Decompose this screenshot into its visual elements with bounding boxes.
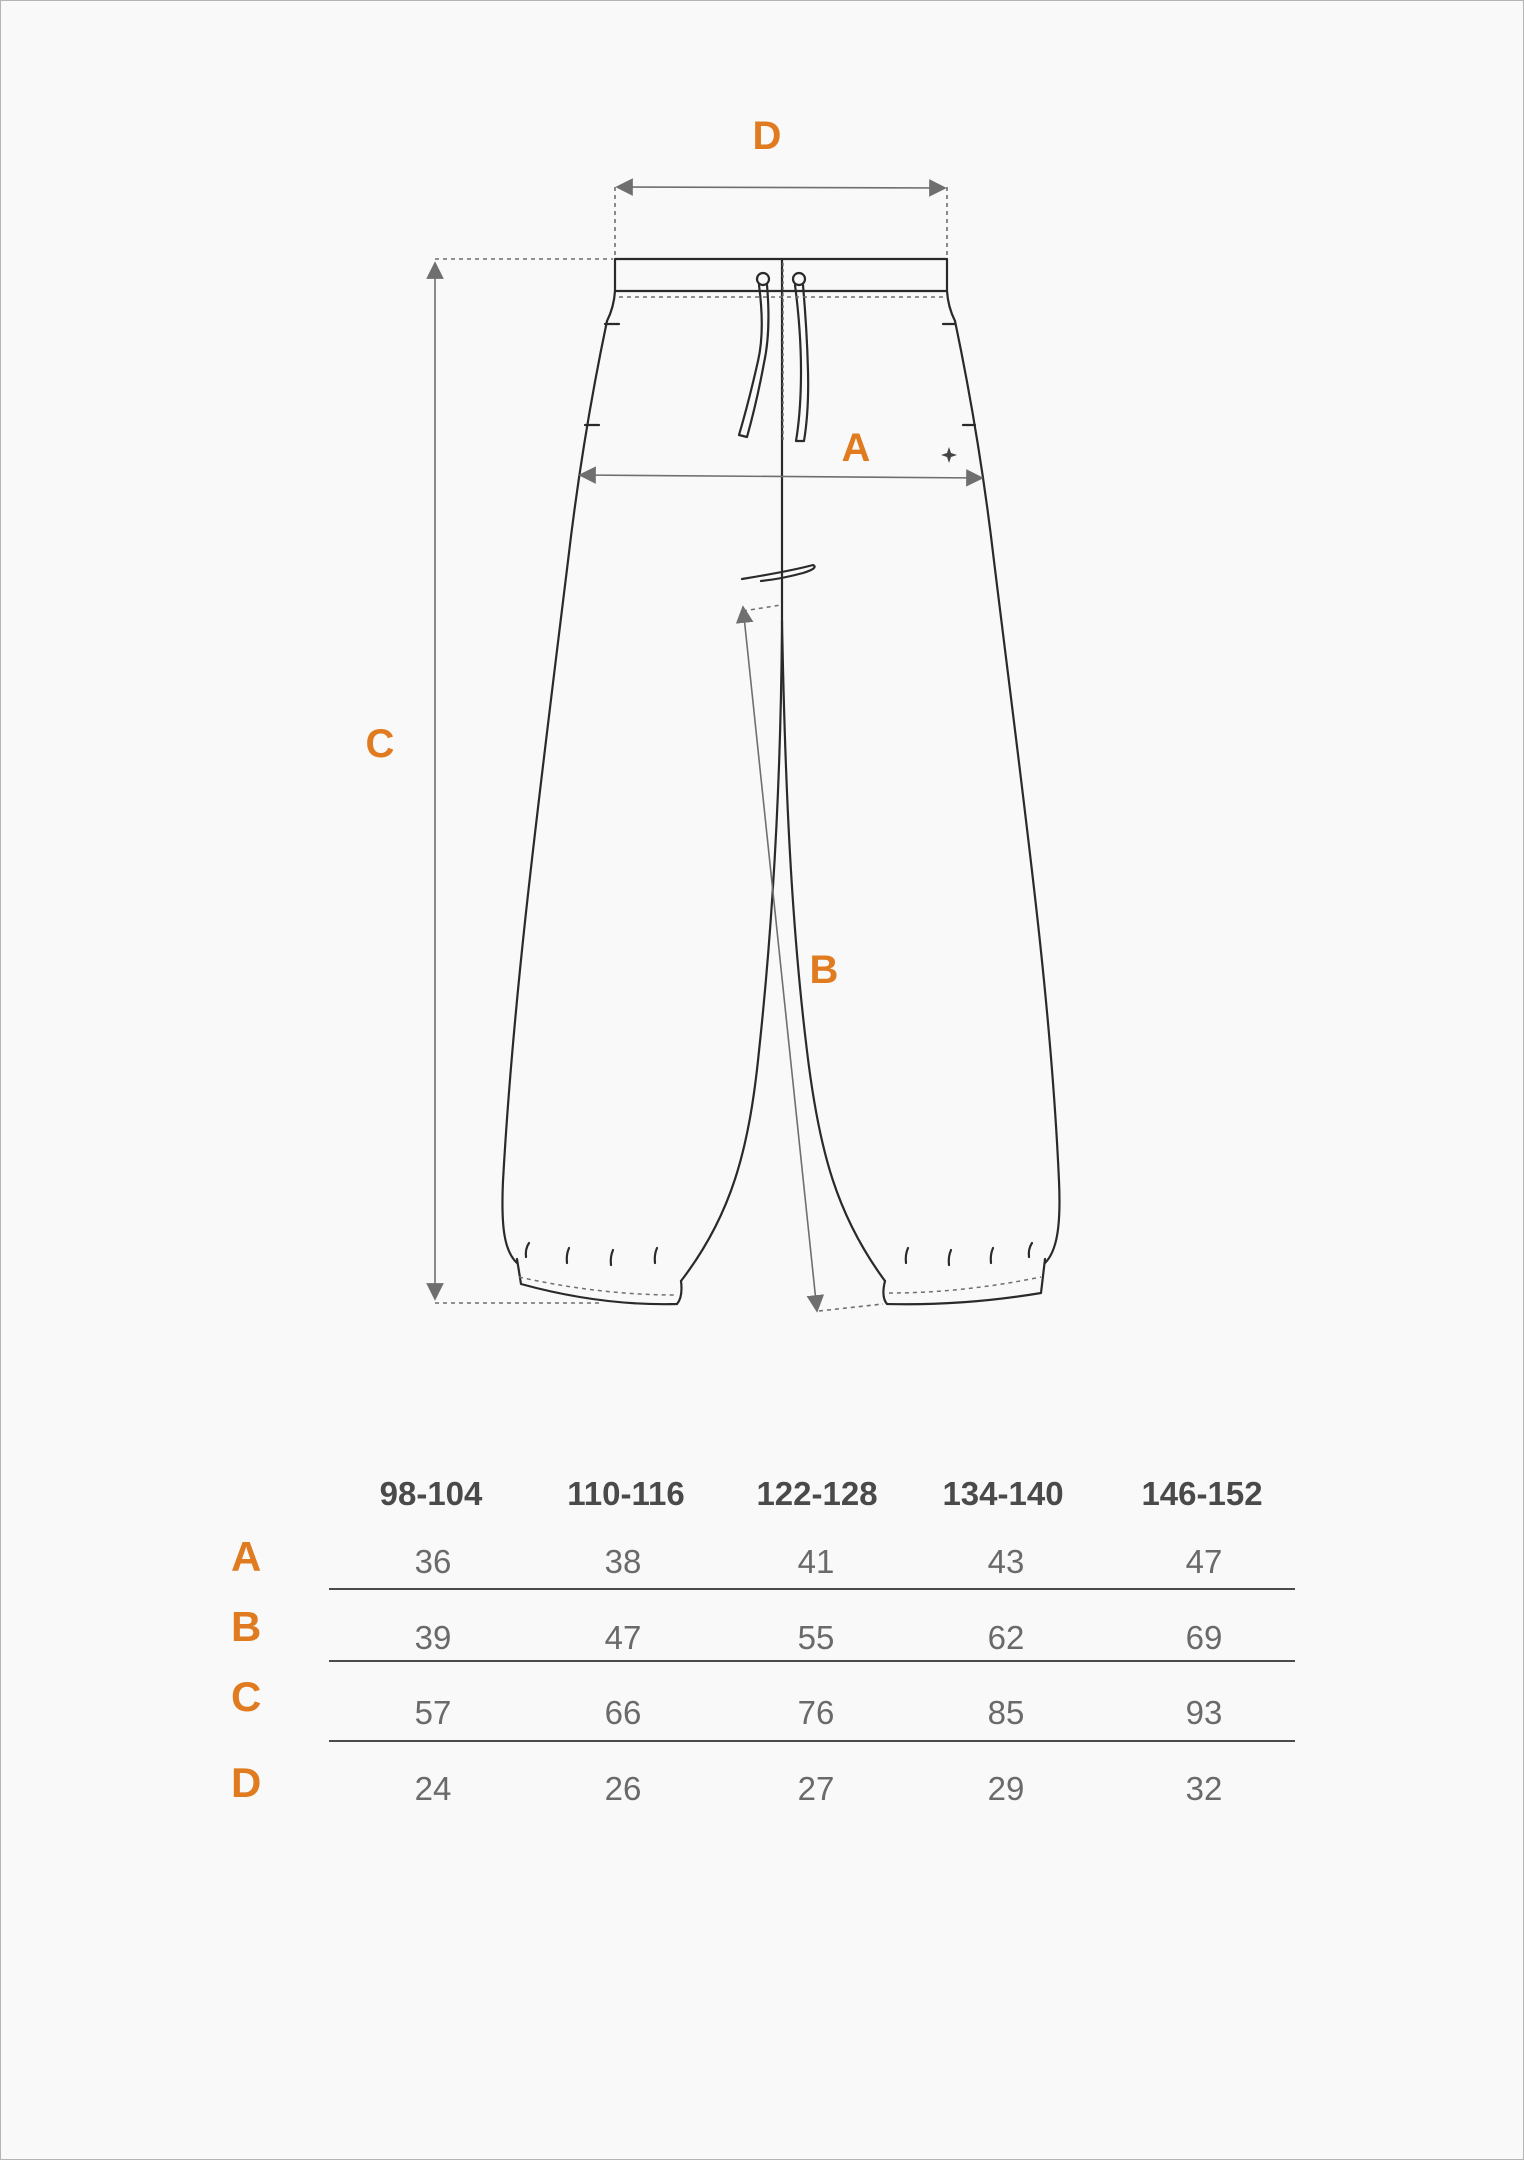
pants-diagram [1,1,1524,1421]
size-header: 110-116 [567,1475,685,1512]
dimension-a-label: A [841,426,871,470]
dimension-b-label: B [809,948,839,992]
table-cell: 41 [797,1543,835,1580]
drawstring-right [795,285,808,441]
dimension-d-arrow [617,187,945,188]
table-cell: 26 [604,1770,642,1807]
left-leg-outer [502,321,607,1263]
table-cell: 29 [987,1770,1025,1807]
size-header: 146-152 [1141,1475,1263,1512]
size-header: 98-104 [379,1475,483,1512]
star-mark [941,447,957,463]
dimension-c-label: C [365,722,395,766]
table-divider [329,1740,1295,1742]
table-divider [329,1588,1295,1590]
table-cell: 32 [1185,1770,1223,1807]
size-guide-page: D A C B 98-104 110-116 122-128 134-140 146-152 A 36 38 41 43 47 B 39 47 55 62 69 C 57 66 76 85 93 D 24 26 27 29 32 [0,0,1524,2160]
table-cell: 69 [1185,1619,1223,1656]
dimension-d-label: D [752,114,782,158]
pants-outline [502,259,1059,1304]
dimension-guides [435,187,982,1311]
table-cell: 66 [604,1694,642,1731]
drawstring-left [739,285,768,437]
table-cell: 24 [414,1770,452,1807]
left-leg-inner [681,621,782,1281]
table-cell: 57 [414,1694,452,1731]
stitch-lines [519,263,1041,1295]
table-cell: 47 [604,1619,642,1656]
size-header: 134-140 [942,1475,1064,1512]
table-cell: 55 [797,1619,835,1656]
table-cell: 36 [414,1543,452,1580]
table-cell: 27 [797,1770,835,1807]
table-cell: 93 [1185,1694,1223,1731]
left-cuff [517,1259,682,1304]
size-header: 122-128 [756,1475,878,1512]
right-leg-outer [955,321,1059,1263]
table-cell: 85 [987,1694,1025,1731]
table-divider [329,1660,1295,1662]
table-cell: 47 [1185,1543,1223,1580]
table-cell: 62 [987,1619,1025,1656]
table-cell: 43 [987,1543,1025,1580]
table-cell: 38 [604,1543,642,1580]
table-cell: 39 [414,1619,452,1656]
right-cuff [883,1259,1045,1304]
table-cell: 76 [797,1694,835,1731]
